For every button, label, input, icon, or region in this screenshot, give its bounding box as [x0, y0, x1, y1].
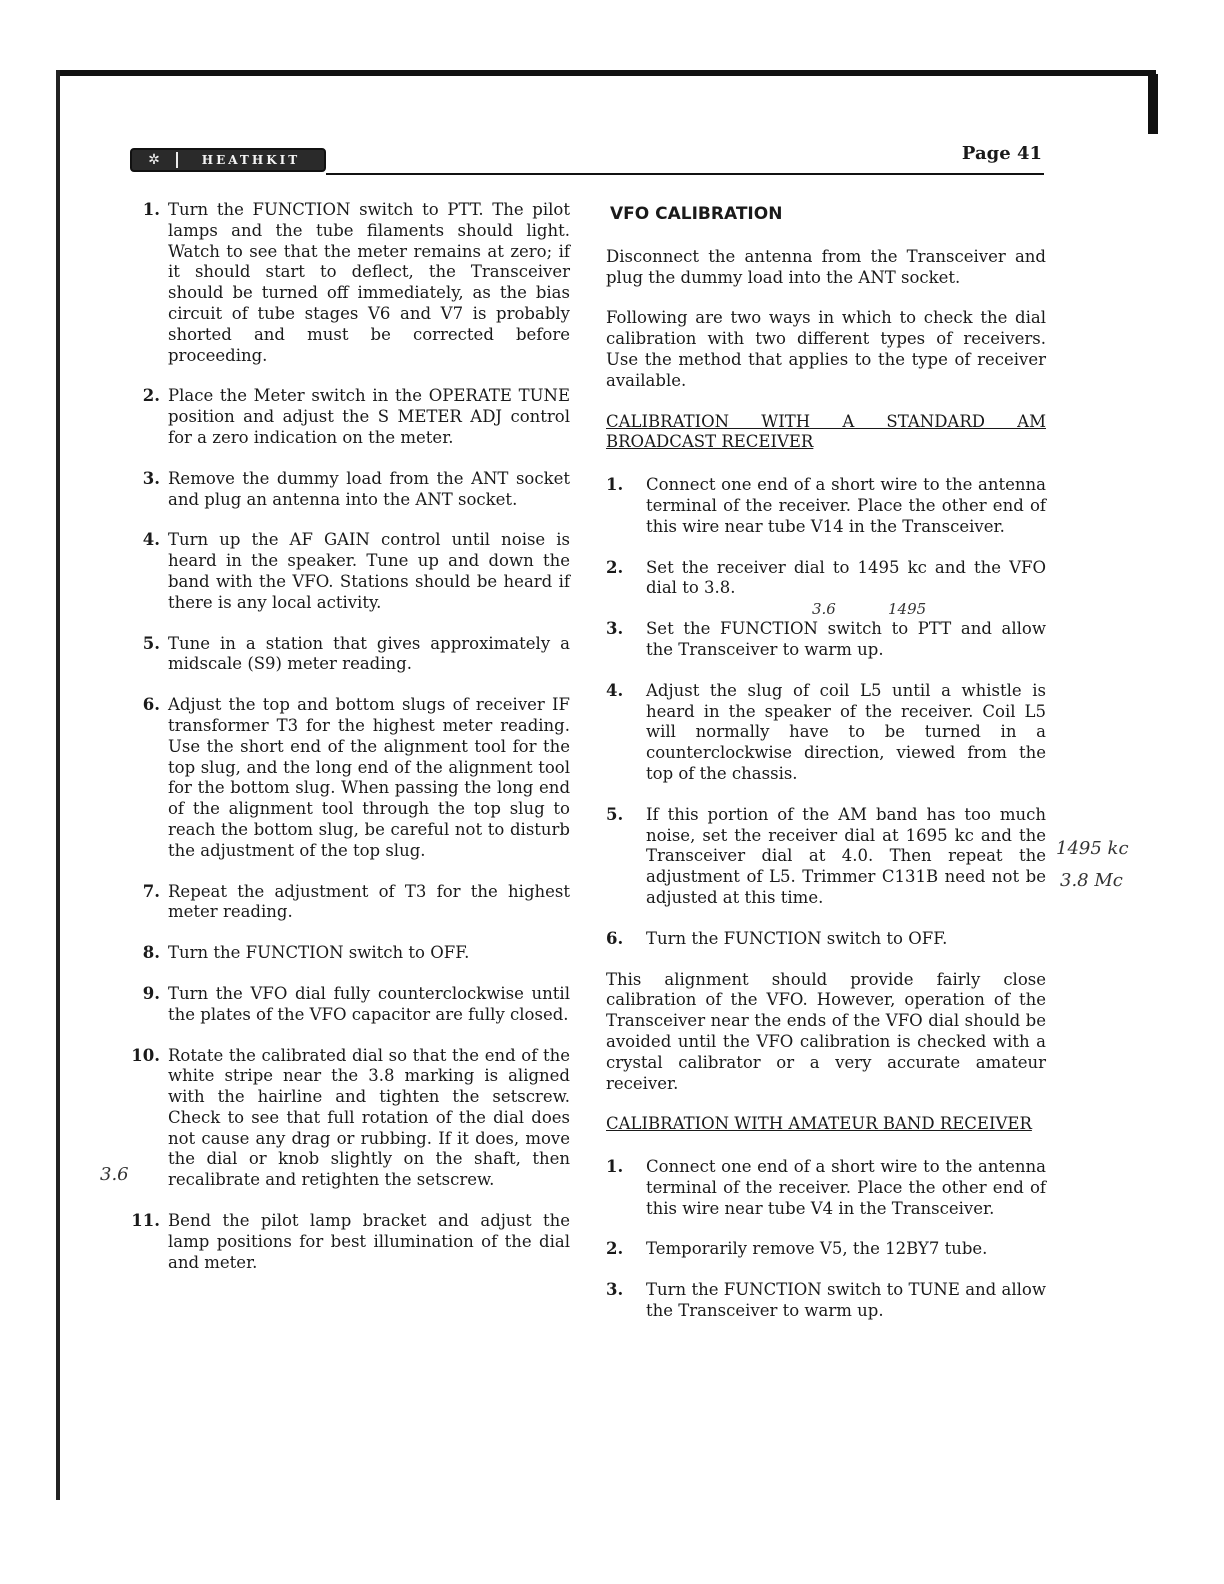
logo-emblem-icon: ✲: [132, 152, 178, 168]
handwritten-note: 1495: [888, 600, 927, 618]
closing-paragraph: This alignment should provide fairly close calibration of the VFO. However, operation of the Transceiver near the ends of the VFO dial should be avoided until the VFO calibration is checked with a crystal calibrator or a very accurate amateur receiver.: [606, 969, 1046, 1093]
list-item: 9. Turn the VFO dial fully counterclockwise until the plates of the VFO capacitor are fully closed.: [142, 983, 570, 1024]
intro-paragraph: Disconnect the antenna from the Transceiver and plug the dummy load into the ANT socket.: [606, 246, 1046, 287]
methods-paragraph: Following are two ways in which to check the dial calibration with two different types of receivers. Use the method that applies to the type of receiver available.: [606, 308, 1046, 390]
top-border-rule: [56, 70, 1156, 76]
list-item: 2. Set the receiver dial to 1495 kc and the VFO dial to 3.8.: [606, 557, 1046, 598]
list-item: 6. Turn the FUNCTION switch to OFF.: [606, 928, 948, 948]
list-item: 8. Turn the FUNCTION switch to OFF.: [142, 943, 470, 963]
list-item: 10. Rotate the calibrated dial so that the end of the white stripe near the 3.8 marking is aligned with the hairline and tighten the setscrew. Check to see that full rotation of the dial does not cause any drag or rubbing. If it does, move the dial or knob slightly on the shaft, then recalibrate and retighten the setscrew.: [131, 1045, 570, 1190]
right-column: [606, 200, 1046, 1342]
header-rule: [326, 173, 1044, 175]
list-item: 3. Remove the dummy load from the ANT socket and plug an antenna into the ANT socket.: [142, 468, 570, 509]
list-item: 7. Repeat the adjustment of T3 for the highest meter reading.: [142, 881, 570, 922]
list-item: 6. Adjust the top and bottom slugs of receiver IF transformer T3 for the highest meter reading. Use the short end of the alignment tool for the top slug, and the long end of the alignment tool for the bottom slug. When passing the long end of the alignment tool through the top slug to reach the bottom slug, be careful not to disturb the adjustment of the top slug.: [142, 695, 570, 860]
list-item: 3. Set the FUNCTION switch to PTT and allow the Transceiver to warm up.: [606, 619, 1046, 659]
list-item: 4. Adjust the slug of coil L5 until a whistle is heard in the speaker of the receiver. Coil L5 will normally have to be turned in a counterclockwise direction, viewed from the top of the chassis.: [606, 680, 1046, 783]
subheading-am-receiver: CALIBRATION WITH A STANDARD AM BROADCAST RECEIVER: [606, 411, 1046, 452]
section-title: VFO CALIBRATION: [610, 204, 783, 224]
list-item: 1. Connect one end of a short wire to the antenna terminal of the receiver. Place the other end of this wire near tube V4 in the Transceiver.: [606, 1157, 1046, 1218]
handwritten-note: 3.6: [100, 1164, 129, 1185]
left-column: [130, 200, 570, 1293]
handwritten-note: 1495 kc: [1056, 838, 1129, 859]
list-item: 11. Bend the pilot lamp bracket and adjust the lamp positions for best illumination of the dial and meter.: [131, 1211, 570, 1272]
heathkit-logo: [130, 148, 326, 172]
left-binding-edge: [56, 70, 60, 1500]
list-item: 1. Turn the FUNCTION switch to PTT. The pilot lamps and the tube filaments should light. Watch to see that the meter remains at zero; if it should start to deflect, the Transceiver should be turned off immediately, as the bias circuit of tube stages V6 and V7 is probably shorted and must be corrected before proceeding.: [142, 200, 570, 365]
handwritten-note: 3.8 Mc: [1060, 870, 1123, 891]
list-item: 5. Tune in a station that gives approximately a midscale (S9) meter reading.: [142, 633, 570, 674]
page-number: Page 41: [961, 143, 1042, 164]
list-item: 4. Turn up the AF GAIN control until noise is heard in the speaker. Tune up and down the band with the VFO. Stations should be heard if there is any local activity.: [142, 530, 570, 612]
logo-text: HEATHKIT: [201, 153, 301, 167]
list-item: 2. Temporarily remove V5, the 12BY7 tube.: [606, 1239, 988, 1259]
subheading-amateur-receiver: CALIBRATION WITH AMATEUR BAND RECEIVER: [606, 1114, 1032, 1134]
list-item: 5. If this portion of the AM band has too much noise, set the receiver dial at 1695 kc and the Transceiver dial at 4.0. Then repeat the adjustment of L5. Trimmer C131B need not be adjusted at this time.: [606, 804, 1046, 907]
list-item: 2. Place the Meter switch in the OPERATE TUNE position and adjust the S METER ADJ control for a zero indication on the meter.: [142, 386, 570, 447]
list-item: 1. Connect one end of a short wire to the antenna terminal of the receiver. Place the other end of this wire near tube V14 in the Transceiver.: [606, 475, 1046, 536]
list-item: 3. Turn the FUNCTION switch to TUNE and allow the Transceiver to warm up.: [606, 1280, 1046, 1321]
corner-mark: [1148, 74, 1158, 134]
handwritten-note: 3.6: [812, 600, 836, 618]
